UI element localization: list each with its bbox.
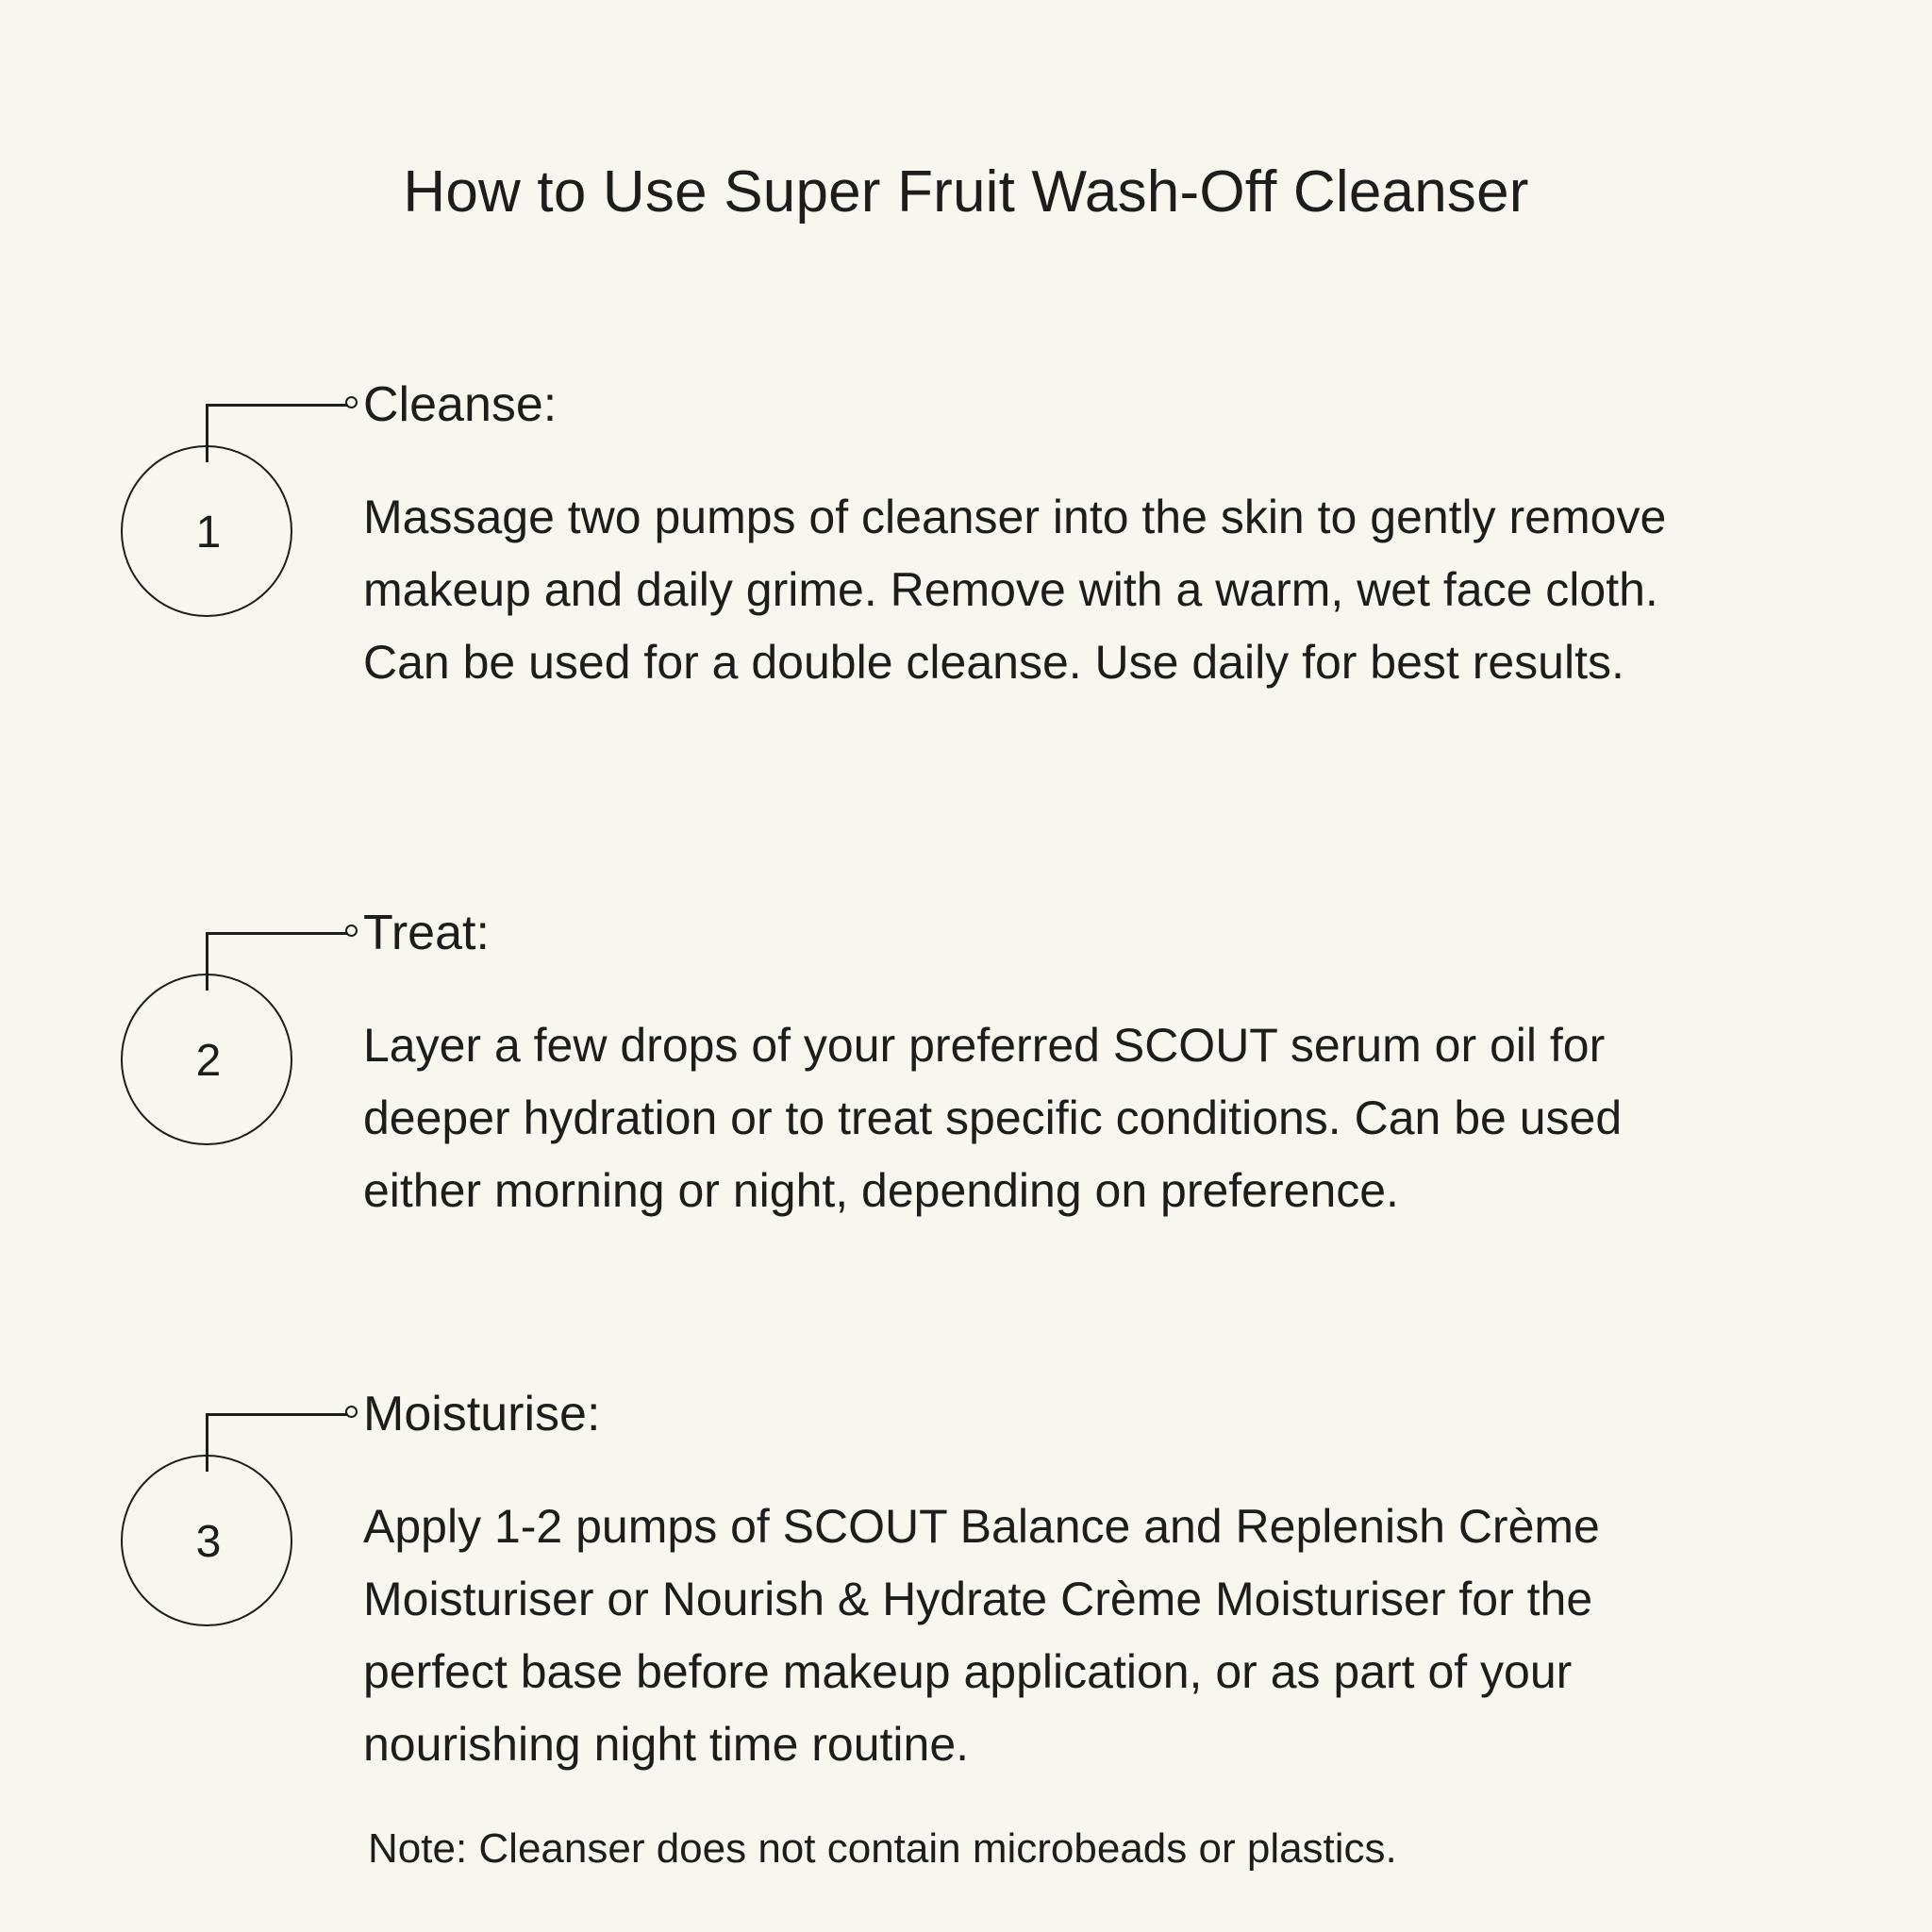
leader-endpoint-dot-icon: [345, 396, 358, 408]
leader-horizontal-icon: [206, 1413, 349, 1416]
page-title: How to Use Super Fruit Wash-Off Cleanser: [403, 159, 1529, 225]
step-number-circle: [121, 974, 292, 1145]
step-item: [0, 377, 1932, 906]
steps-list: [0, 377, 1932, 1858]
step-item: [0, 1387, 1932, 1858]
step-marker: [121, 377, 347, 623]
step-marker: [121, 1387, 347, 1632]
step-description: Layer a few drops of your preferred SCOUT serum or oil for deeper hydration or to treat specific conditions. Can be used either morning or night, depending on preference.: [363, 1019, 1623, 1217]
step-number: 3: [195, 1517, 222, 1567]
step-number: 2: [195, 1036, 222, 1086]
step-number: 1: [195, 508, 222, 558]
step-heading: Cleanse:: [363, 377, 558, 432]
leader-horizontal-icon: [206, 404, 349, 407]
step-number-circle: [121, 1455, 292, 1626]
step-heading: Treat:: [363, 906, 490, 960]
step-heading: Moisturise:: [363, 1387, 601, 1441]
step-marker: [121, 906, 347, 1151]
leader-endpoint-dot-icon: [345, 924, 358, 937]
step-body: [363, 1387, 1788, 1781]
step-body: [363, 906, 1788, 1227]
step-body: [363, 377, 1788, 699]
step-description: Massage two pumps of cleanser into the skin to gently remove makeup and daily grime. Remove with a warm, wet face cloth. Can be used for a double cleanse. Use daily for best results.: [363, 491, 1667, 689]
step-item: [0, 906, 1932, 1387]
step-description: Apply 1-2 pumps of SCOUT Balance and Replenish Crème Moisturiser or Nourish & Hydrate Crème Moisturiser for the perfect base before makeup application, or as part of your nourishing night time routine.: [363, 1500, 1600, 1771]
leader-horizontal-icon: [206, 932, 349, 935]
leader-endpoint-dot-icon: [345, 1406, 358, 1418]
step-number-circle: [121, 445, 292, 617]
footnote: Note: Cleanser does not contain microbeads or plastics.: [368, 1825, 1397, 1872]
